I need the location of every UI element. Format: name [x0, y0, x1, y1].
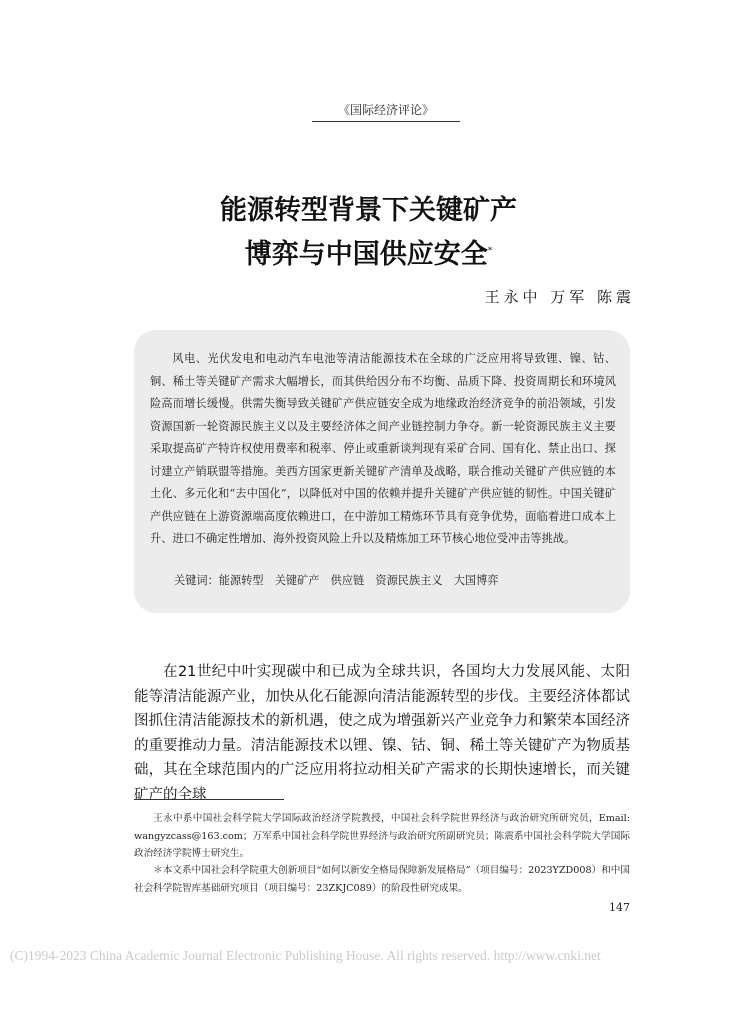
footnote-divider — [134, 799, 284, 800]
title-line-2-text: 博弈与中国供应安全 — [244, 239, 488, 270]
copyright-watermark: (C)1994-2023 China Academic Journal Electronic Publishing House. All rights reserved. http://www.cnki.net — [10, 948, 601, 963]
funding-footnote: ＊本文系中国社会科学院重大创新项目“如何以新安全格局保障新发展格局”（项目编号：2023YZD008）和中国社会科学院智库基础研究项目（项目编号：23ZKJC089）的阶段性研究成果。 — [134, 865, 630, 894]
body-paragraph: 在21世纪中叶实现碳中和已成为全球共识，各国均大力发展风能、太阳能等清洁能源产业，加快从化石能源向清洁能源转型的步伐。主要经济体都试图抓住清洁能源技术的新机遇，使之成为增强新兴产业竞争力和繁荣本国经济的重要推动力量。清洁能源技术以锂、镍、钴、铜、稀土等关键矿产为物质基础，其在全球范围内的广泛应用将拉动相关矿产需求的长期快速增长，而关键矿产的全球 — [134, 664, 630, 803]
author-names: 王永中 万军 陈震 — [484, 288, 635, 306]
article-title — [0, 191, 737, 275]
journal-name: 《国际经济评论》 — [312, 101, 460, 122]
page-number: 147 — [609, 901, 630, 914]
author-footnote: 王永中系中国社会科学院大学国际政治经济学院教授，中国社会科学院世界经济与政治研究所研究员，Email: wangyzcass@163.com；万军系中国社会科学院世界经济与政治研究所副研究员；陈震系中国社会科学院大学国际政治经济学院博士研究生。 — [134, 813, 630, 859]
keywords: 关键词：能源转型 关键矿产 供应链 资源民族主义 大国博弈 — [174, 574, 499, 587]
abstract-text: 风电、光伏发电和电动汽车电池等清洁能源技术在全球的广泛应用将导致锂、镍、钴、铜、稀土等关键矿产需求大幅增长，而其供给因分布不均衡、品质下降、投资周期长和环境风险高而增长缓慢。供需失衡导致关键矿产供应链安全成为地缘政治经济竞争的前沿领域，引发资源国新一轮资源民族主义以及主要经济体之间产业链控制力争夺。新一轮资源民族主义主要采取提高矿产特许权使用费率和税率、停止或重新谈判现有采矿合同、国有化、禁止出口、探讨建立产销联盟等措施。美西方国家更新关键矿产清单及战略，联合推动关键矿产供应链的本土化、多元化和“去中国化”，以降低对中国的依赖并提升关键矿产供应链的韧性。中国关键矿产供应链在上游资源端高度依赖进口，在中游加工精炼环节具有竞争优势，面临着进口成本上升、进口不确定性增加、海外投资风险上升以及精炼加工环节核心地位受冲击等挑战。 — [150, 352, 616, 545]
title-line-1: 能源转型背景下关键矿产 — [220, 195, 517, 226]
title-line-2 — [0, 231, 737, 275]
title-footnote-mark: * — [487, 246, 493, 256]
